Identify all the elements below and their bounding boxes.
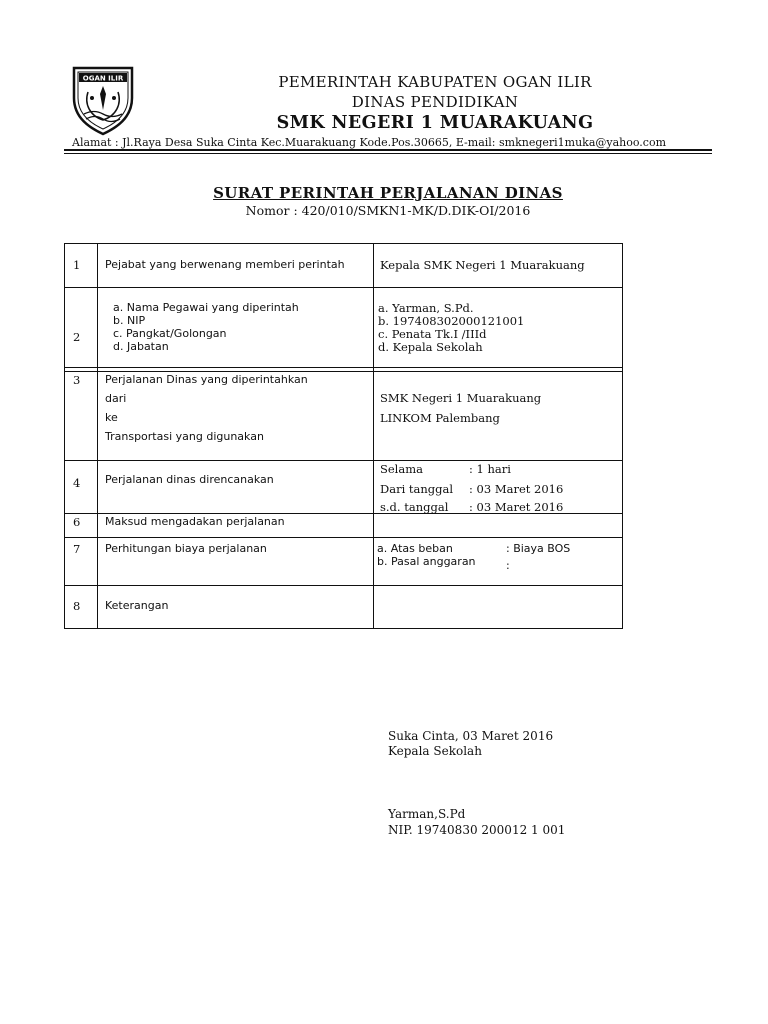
row-8-label: Keterangan: [105, 599, 169, 612]
row-4-end-date-key: s.d. tanggal: [380, 500, 449, 514]
row-7-charged-to-key: a. Atas beban: [377, 542, 453, 555]
school-name-heading: SMK NEGERI 1 MUARAKUANG: [276, 113, 594, 133]
signature-name: Yarman,S.Pd: [388, 807, 466, 821]
table-line: [64, 628, 623, 629]
row-3-label-transport: Transportasi yang digunakan: [105, 430, 264, 443]
row-4-end-date-value: : 03 Maret 2016: [469, 500, 564, 514]
table-line: [64, 371, 623, 372]
table-line: [64, 537, 623, 538]
signature-nip: NIP. 19740830 200012 1 001: [388, 823, 566, 837]
signature-place-date: Suka Cinta, 03 Maret 2016: [388, 729, 554, 743]
row-6-number: 6: [73, 515, 81, 529]
table-line: [373, 243, 374, 629]
row-7-charged-to-value: : Biaya BOS: [506, 542, 571, 555]
row-8-number: 8: [73, 599, 81, 613]
row-2-label-a: a. Nama Pegawai yang diperintah: [113, 301, 299, 314]
table-line: [64, 287, 623, 288]
row-7-budget-article-value: :: [506, 559, 510, 572]
table-line: [97, 243, 98, 629]
row-2-value-b: b. 197408302000121001: [378, 314, 525, 328]
row-1-value: Kepala SMK Negeri 1 Muarakuang: [380, 258, 585, 272]
row-2-label-c: c. Pangkat/Golongan: [113, 327, 227, 340]
row-4-duration-value: : 1 hari: [469, 462, 511, 476]
row-3-value-to: LINKOM Palembang: [380, 411, 500, 425]
row-7-number: 7: [73, 542, 81, 556]
document-title: [64, 184, 712, 202]
school-address: Alamat : Jl.Raya Desa Suka Cinta Kec.Muarakuang Kode.Pos.30665, E-mail: smknegeri1muka@yahoo.com: [72, 136, 667, 149]
table-line: [64, 585, 623, 586]
document-number: Nomor : 420/010/SMKN1-MK/D.DIK-OI/2016: [245, 203, 531, 218]
row-2-label-d: d. Jabatan: [113, 340, 169, 353]
government-heading: PEMERINTAH KABUPATEN OGAN ILIR: [278, 73, 592, 91]
letterhead-divider-thin: [64, 153, 712, 154]
letterhead-divider-thick: [64, 149, 712, 151]
row-2-value-c: c. Penata Tk.I /IIId: [378, 327, 487, 341]
row-4-duration-key: Selama: [380, 462, 423, 476]
row-2-value-a: a. Yarman, S.Pd.: [378, 301, 474, 315]
row-3-label-trip: Perjalanan Dinas yang diperintahkan: [105, 373, 308, 386]
table-line: [622, 243, 623, 629]
row-4-number: 4: [73, 476, 81, 490]
row-4-start-date-key: Dari tanggal: [380, 482, 454, 496]
row-7-budget-article-key: b. Pasal anggaran: [377, 555, 476, 568]
row-1-number: 1: [73, 258, 81, 272]
row-3-number: 3: [73, 373, 81, 387]
table-line: [64, 243, 623, 244]
row-3-label-to: ke: [105, 411, 118, 424]
signature-position: Kepala Sekolah: [388, 744, 482, 758]
table-line: [64, 367, 623, 368]
row-7-label: Perhitungan biaya perjalanan: [105, 542, 267, 555]
row-2-label-b: b. NIP: [113, 314, 146, 327]
row-3-label-from: dari: [105, 392, 127, 405]
regency-seal-logo: [70, 64, 136, 136]
document-title-text: SURAT PERINTAH PERJALANAN DINAS: [213, 184, 563, 202]
row-4-label: Perjalanan dinas direncanakan: [105, 473, 274, 486]
row-3-value-from: SMK Negeri 1 Muarakuang: [380, 391, 542, 405]
row-4-start-date-value: : 03 Maret 2016: [469, 482, 564, 496]
department-heading: DINAS PENDIDIKAN: [351, 93, 519, 111]
table-line: [64, 243, 65, 629]
row-2-value-d: d. Kepala Sekolah: [378, 340, 483, 354]
row-6-label: Maksud mengadakan perjalanan: [105, 515, 285, 528]
table-line: [64, 460, 623, 461]
svg-text:OGAN ILIR: OGAN ILIR: [82, 74, 124, 83]
row-2-number: 2: [73, 330, 81, 344]
row-1-label: Pejabat yang berwenang memberi perintah: [105, 258, 345, 271]
